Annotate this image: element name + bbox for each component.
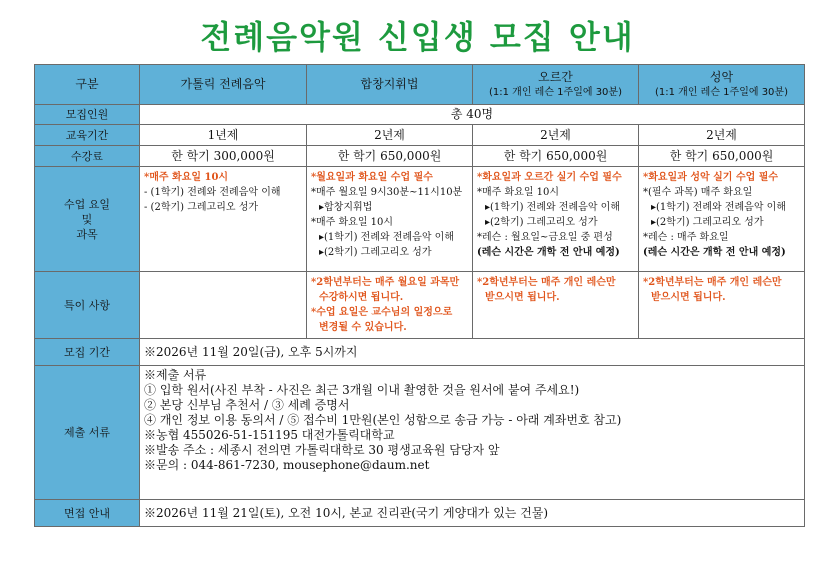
classes-liturgical: [140, 167, 307, 272]
recruit-value: 총 40명: [140, 105, 805, 125]
class-line: ▸합창지휘법: [319, 202, 373, 213]
header-organ-title: 오르간: [538, 69, 573, 84]
header-vocal: [639, 65, 805, 105]
classes-vocal: [639, 167, 805, 272]
classes-row: [35, 167, 805, 272]
document-line: ② 본당 신부님 추천서 / ③ 세례 증명서: [144, 398, 350, 412]
documents-label: 제출 서류: [35, 366, 140, 500]
fee-label: 수강료: [35, 146, 140, 167]
note-line: 받으시면 됩니다.: [651, 292, 726, 303]
fee-value: 한 학기 650,000원: [473, 146, 639, 167]
class-line: *레슨 : 매주 화요일: [643, 232, 729, 243]
fee-value: 한 학기 300,000원: [140, 146, 307, 167]
fee-row: [35, 146, 805, 167]
classes-choral: [307, 167, 473, 272]
notes-row: [35, 272, 805, 339]
period-value: 1년제: [140, 125, 307, 146]
class-line: ▸(2학기) 그레고리오 성가: [319, 247, 432, 258]
note-line: 수강하시면 됩니다.: [319, 292, 404, 303]
notes-label: 특이 사항: [35, 272, 140, 339]
documents-row: [35, 366, 805, 500]
period-value: 2년제: [307, 125, 473, 146]
header-vocal-note: (1:1 개인 레슨 1주일에 30분): [655, 86, 788, 98]
note-line: *2학년부터는 매주 개인 레슨만: [477, 277, 616, 288]
class-line: (레슨 시간은 개학 전 안내 예정): [643, 247, 786, 258]
document-line: ① 입학 원서(사진 부착 - 사진은 최근 3개월 이내 촬영한 것을 원서에 붙여 주세요!): [144, 383, 580, 397]
class-line: *매주 화요일 10시: [311, 217, 394, 228]
period-value: 2년제: [639, 125, 805, 146]
documents-list: [140, 366, 805, 500]
header-liturgical-music: 가톨릭 전례음악: [140, 65, 307, 105]
document-line: ※발송 주소 : 세종시 전의면 가톨릭대학로 30 평생교육원 담당자 앞: [144, 443, 500, 457]
header-row: [35, 65, 805, 105]
class-line: *월요일과 화요일 수업 필수: [311, 172, 433, 183]
class-line: ▸(1학기) 전례와 전례음악 이해: [319, 232, 454, 243]
note-line: *수업 요일은 교수님의 일정으로: [311, 307, 453, 318]
classes-label: [35, 167, 140, 272]
document-line: ④ 개인 정보 이용 동의서 / ⑤ 접수비 1만원(본인 성함으로 송금 가능 - 아래 계좌번호 참고): [144, 413, 622, 427]
class-line: *(필수 과목) 매주 화요일: [643, 187, 753, 198]
classes-label-line: 수업 요일: [63, 197, 110, 211]
deadline-value: ※2026년 11월 20일(금), 오후 5시까지: [140, 339, 805, 366]
notes-vocal: [639, 272, 805, 339]
notes-liturgical: [140, 272, 307, 339]
notes-choral: [307, 272, 473, 339]
header-organ: [473, 65, 639, 105]
deadline-row: [35, 339, 805, 366]
interview-value: ※2026년 11월 21일(토), 오전 10시, 본교 진리관(국기 게양대가 있는 건물): [140, 500, 805, 527]
class-line: ▸(2학기) 그레고리오 성가: [485, 217, 598, 228]
deadline-label: 모집 기간: [35, 339, 140, 366]
classes-label-line: 및: [81, 212, 93, 226]
period-label: 교육기간: [35, 125, 140, 146]
class-line: - (1학기) 전례와 전례음악 이해: [144, 187, 281, 198]
class-line: ▸(1학기) 전례와 전례음악 이해: [651, 202, 786, 213]
class-line: *화요일과 오르간 실기 수업 필수: [477, 172, 622, 183]
class-line: - (2학기) 그레고리오 성가: [144, 202, 259, 213]
class-line: *매주 화요일 10시: [144, 172, 229, 183]
fee-value: 한 학기 650,000원: [639, 146, 805, 167]
recruit-row: [35, 105, 805, 125]
header-choral-conducting: 합창지휘법: [307, 65, 473, 105]
note-line: *2학년부터는 매주 개인 레슨만: [643, 277, 782, 288]
interview-row: [35, 500, 805, 527]
document-line: ※문의 : 044-861-7230, mousephone@daum.net: [144, 458, 430, 472]
classes-label-line: 과목: [76, 227, 98, 241]
document-line: ※농협 455026-51-151195 대전가톨릭대학교: [144, 428, 395, 442]
class-line: *매주 화요일 10시: [477, 187, 560, 198]
interview-label: 면접 안내: [35, 500, 140, 527]
class-line: *레슨 : 월요일~금요일 중 편성: [477, 232, 613, 243]
page-title: 전례음악원 신입생 모집 안내: [200, 18, 635, 56]
class-line: *매주 월요일 9시30분~11시10분: [311, 187, 463, 198]
note-line: 받으시면 됩니다.: [485, 292, 560, 303]
header-category: 구분: [35, 65, 140, 105]
class-line: (레슨 시간은 개학 전 안내 예정): [477, 247, 620, 258]
notes-organ: [473, 272, 639, 339]
note-line: 변경될 수 있습니다.: [319, 322, 407, 333]
note-line: *2학년부터는 매주 월요일 과목만: [311, 277, 460, 288]
header-organ-note: (1:1 개인 레슨 1주일에 30분): [489, 86, 622, 98]
fee-value: 한 학기 650,000원: [307, 146, 473, 167]
class-line: *화요일과 성악 실기 수업 필수: [643, 172, 779, 183]
class-line: ▸(1학기) 전례와 전례음악 이해: [485, 202, 620, 213]
period-value: 2년제: [473, 125, 639, 146]
header-vocal-title: 성악: [709, 69, 734, 84]
classes-organ: [473, 167, 639, 272]
period-row: [35, 125, 805, 146]
document-line: ※제출 서류: [144, 368, 207, 382]
admission-table: [34, 64, 805, 527]
recruit-label: 모집인원: [35, 105, 140, 125]
class-line: ▸(2학기) 그레고리오 성가: [651, 217, 764, 228]
